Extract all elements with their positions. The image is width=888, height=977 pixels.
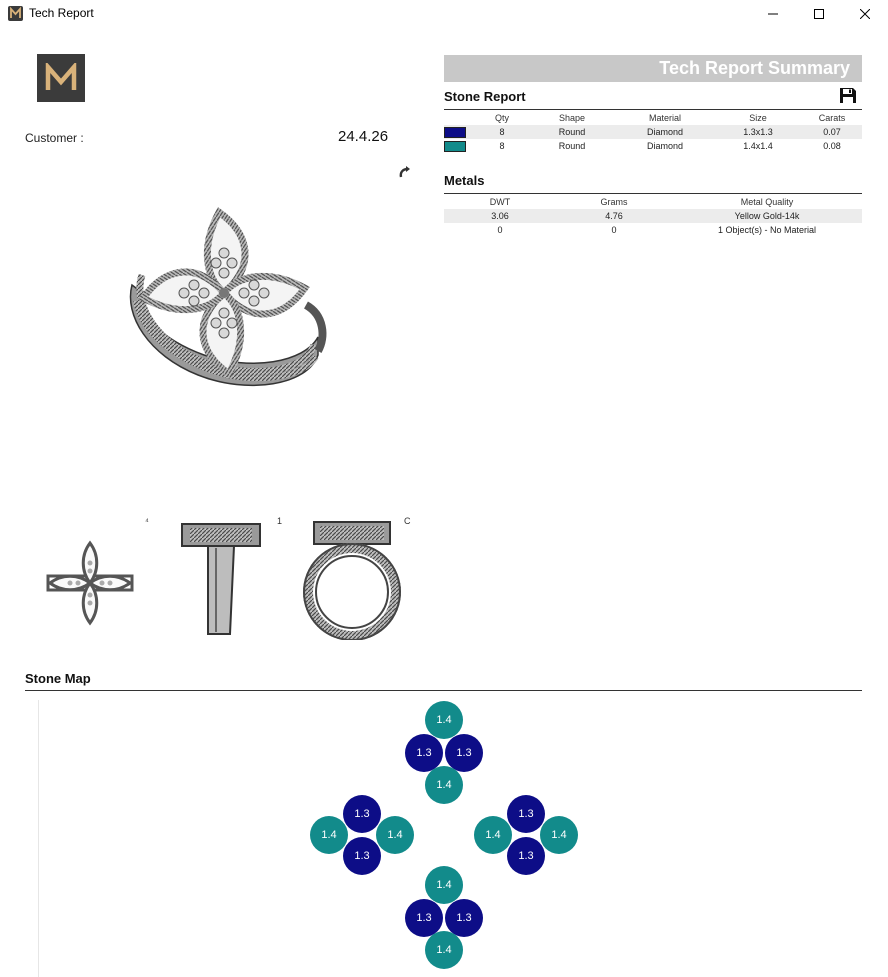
stone-color-swatch (444, 127, 466, 138)
column-header-qty: Qty (494, 113, 509, 123)
stone-marker[interactable]: 1.3 (445, 899, 483, 937)
report-date: 24.4.26 (338, 128, 389, 145)
column-header-carats: Carats (818, 113, 846, 123)
stone-marker[interactable]: 1.3 (507, 837, 545, 875)
stone-report-table (444, 111, 862, 153)
summary-header (444, 55, 862, 82)
m-logo-icon (8, 6, 23, 21)
window-title: Tech Report (29, 6, 94, 20)
metals-table (444, 195, 862, 237)
table-row (444, 139, 862, 153)
rotate-view-icon[interactable] (397, 164, 413, 180)
stone-marker[interactable]: 1.4 (425, 701, 463, 739)
close-button[interactable] (842, 0, 888, 28)
column-header-dwt: DWT (489, 197, 511, 207)
ring-render-main (118, 205, 328, 405)
metals-title: Metals (444, 173, 485, 188)
stone-report-divider (444, 109, 862, 110)
side-view-tag: 1 (277, 516, 283, 526)
stone-map (38, 700, 862, 977)
company-logo (37, 54, 85, 102)
customer-label: Customer : (25, 131, 84, 145)
stone-marker[interactable]: 1.3 (343, 837, 381, 875)
column-header-shape: Shape (558, 113, 586, 123)
table-row (444, 125, 862, 139)
save-icon[interactable] (839, 87, 857, 104)
metal-dwt: 0 (497, 225, 503, 235)
stone-marker[interactable]: 1.4 (425, 866, 463, 904)
stone-qty: 8 (499, 141, 505, 151)
metals-divider (444, 193, 862, 194)
stone-marker[interactable]: 1.4 (310, 816, 348, 854)
column-header-grams: Grams (600, 197, 628, 207)
title-bar (0, 0, 888, 28)
table-row (444, 223, 862, 237)
ring-top-view (46, 540, 134, 626)
stone-marker[interactable]: 1.4 (474, 816, 512, 854)
stone-color-swatch (444, 141, 466, 152)
stone-marker[interactable]: 1.4 (425, 931, 463, 969)
column-header-size: Size (749, 113, 767, 123)
stone-marker[interactable]: 1.3 (507, 795, 545, 833)
top-view-tag: ⁴ (145, 516, 149, 526)
ring-front-view (300, 520, 404, 640)
minimize-button[interactable] (750, 0, 796, 28)
minimize-icon (768, 9, 778, 19)
stone-marker[interactable]: 1.4 (376, 816, 414, 854)
table-header-row (444, 111, 862, 125)
stone-carats: 0.08 (823, 141, 841, 151)
metal-dwt: 3.06 (444, 209, 556, 223)
stone-map-title: Stone Map (25, 671, 91, 686)
metal-grams: 0 (611, 225, 617, 235)
stone-report-title: Stone Report (444, 89, 526, 104)
ring-side-view (178, 518, 264, 640)
stone-size: 1.3x1.3 (714, 125, 802, 139)
maximize-icon (814, 9, 824, 19)
column-header-material: Material (648, 113, 681, 123)
stone-shape: Round (558, 141, 586, 151)
column-header-metal-quality: Metal Quality (740, 197, 794, 207)
stone-carats: 0.07 (802, 125, 862, 139)
stone-qty: 8 (476, 125, 528, 139)
stone-marker[interactable]: 1.4 (425, 766, 463, 804)
metal-quality: Yellow Gold-14k (672, 209, 862, 223)
stone-material: Diamond (616, 125, 714, 139)
stone-marker[interactable]: 1.3 (405, 734, 443, 772)
close-icon (860, 9, 870, 19)
stone-material: Diamond (646, 141, 684, 151)
summary-title: Tech Report Summary (659, 58, 850, 78)
stone-marker[interactable]: 1.3 (343, 795, 381, 833)
metal-grams: 4.76 (556, 209, 672, 223)
stone-marker[interactable]: 1.4 (540, 816, 578, 854)
stone-size: 1.4x1.4 (743, 141, 773, 151)
metal-quality: 1 Object(s) - No Material (717, 225, 817, 235)
stone-marker[interactable]: 1.3 (445, 734, 483, 772)
stone-map-divider (25, 690, 862, 691)
maximize-button[interactable] (796, 0, 842, 28)
stone-marker[interactable]: 1.3 (405, 899, 443, 937)
stone-shape: Round (528, 125, 616, 139)
column-header-color (444, 111, 476, 125)
front-view-tag: C (404, 516, 411, 526)
table-header-row (444, 195, 862, 209)
table-row (444, 209, 862, 223)
